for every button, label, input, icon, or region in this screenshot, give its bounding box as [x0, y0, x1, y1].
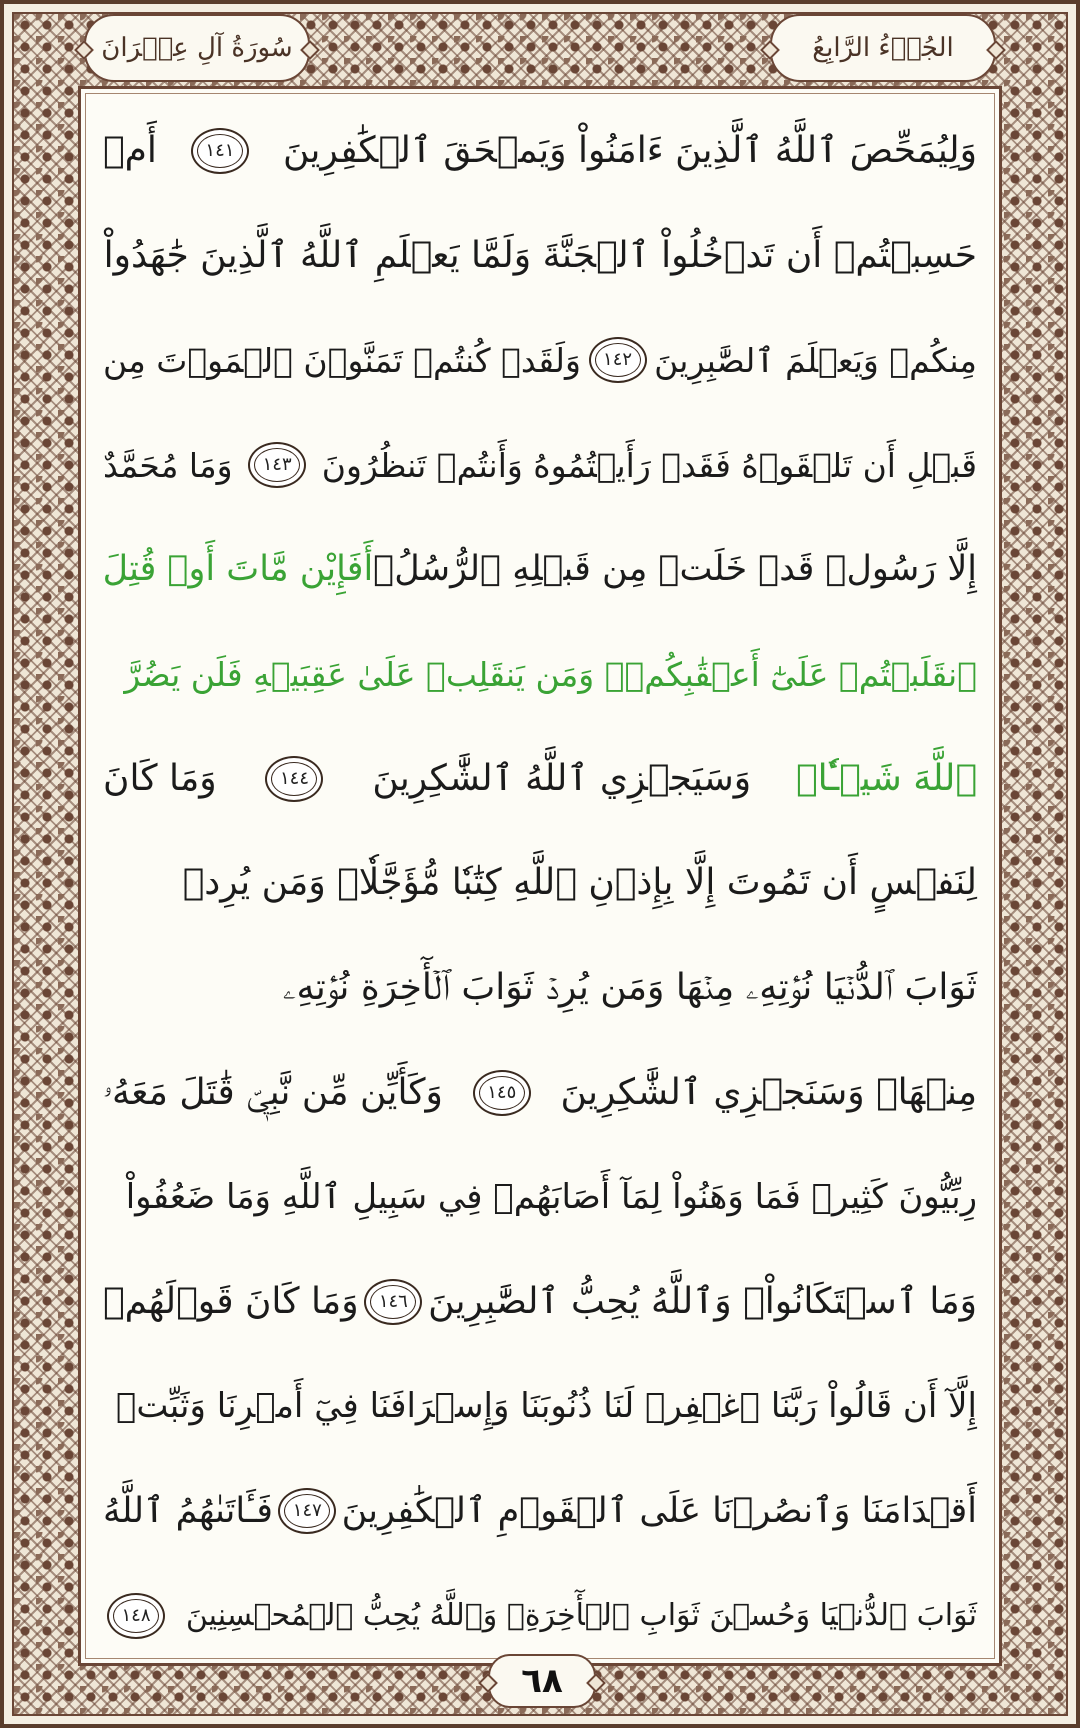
ayah-number-marker: [107, 1593, 165, 1639]
verse-text: ثَوَابَ ٱلدُّنۡيَا نُؤۡتِهِۦ مِنۡهَا وَمَن يُرِدۡ ثَوَابَ ٱلۡأٓخِرَةِ نُؤۡتِهِۦ: [282, 967, 977, 1009]
verse-text: وَمَا مُحَمَّدٌ: [103, 445, 233, 485]
verse-text: فَـَٔاتَىٰهُمُ ٱللَّهُ: [103, 1490, 274, 1531]
verse-line: [103, 204, 977, 309]
ayah-number: ١٤٧: [292, 1500, 322, 1522]
juz-name-label: الجُزۡءُ الرَّابِعُ: [812, 33, 954, 63]
verse-line: [103, 831, 977, 936]
ayah-number-marker: [191, 128, 249, 174]
verse-line: [103, 727, 977, 832]
verse-text: أَمۡ: [103, 130, 157, 172]
verse-line: [103, 308, 977, 413]
ayah-number: ١٤٤: [279, 767, 309, 789]
verse-text: وَلِيُمَحِّصَ ٱللَّهُ ٱلَّذِينَ ءَامَنُواْ وَيَمۡحَقَ ٱلۡكَٰفِرِينَ: [282, 130, 977, 172]
ayah-number-marker: [248, 442, 306, 488]
verse-text: وَكَأَيِّن مِّن نَّبِيّٖ قَٰتَلَ مَعَهُۥ: [103, 1071, 443, 1113]
ayah-number: ١٤٦: [378, 1290, 408, 1312]
verse-line: [103, 413, 977, 518]
verse-line: [103, 1250, 977, 1355]
verse-text: وَمَا ٱسۡتَكَانُواْۗ وَٱللَّهُ يُحِبُّ ٱلصَّٰبِرِينَ: [428, 1280, 977, 1322]
verse-text: وَسَيَجۡزِي ٱللَّهُ ٱلشَّٰكِرِينَ: [372, 757, 752, 799]
surah-name-label: سُورَةُ آلِ عِمۡرَانَ: [101, 33, 293, 63]
highlighted-verse-text: أَفَإِيْن مَّاتَ أَوۡ قُتِلَ: [102, 549, 374, 590]
ayah-number-marker: [278, 1488, 336, 1534]
verse-text: وَمَا كَانَ: [103, 757, 217, 799]
highlighted-verse-text: ٱنقَلَبۡتُمۡ عَلَىٰٓ أَعۡقَٰبِكُمۡۚ وَمَن يَنقَلِبۡ عَلَىٰ عَقِبَيۡهِ فَلَن يَضُرَّ: [124, 654, 977, 694]
verse-text: ثَوَابَ ٱلدُّنۡيَا وَحُسۡنَ ثَوَابِ ٱلۡأٓخِرَةِۗ وَٱللَّهُ يُحِبُّ ٱلۡمُحۡسِنِينَ: [185, 1597, 977, 1633]
verse-line: [103, 622, 977, 727]
ayah-number-marker: [265, 756, 323, 802]
ayah-number: ١٤٣: [262, 454, 292, 476]
verse-text: إِلَّا رَسُولٞ قَدۡ خَلَتۡ مِن قَبۡلِهِ ٱلرُّسُلُۚ: [373, 549, 977, 590]
verse-line: [103, 517, 977, 622]
ayah-number-marker: [473, 1070, 531, 1116]
ayah-number-marker: [589, 337, 647, 383]
page-number: ٦٨: [521, 1661, 563, 1701]
highlighted-verse-text: ٱللَّهَ شَيۡـٔٗاۗ: [796, 757, 977, 799]
verse-line: [103, 936, 977, 1041]
verse-line: [103, 1040, 977, 1145]
verse-text: مِنكُمۡ وَيَعۡلَمَ ٱلصَّٰبِرِينَ: [654, 340, 977, 380]
verse-text: وَمَا كَانَ قَوۡلَهُمۡ: [103, 1280, 359, 1322]
verse-text: رِبِّيُّونَ كَثِيرٞ فَمَا وَهَنُواْ لِمَآ أَصَابَهُمۡ فِي سَبِيلِ ٱللَّهِ وَمَا ضَعُفُواْ: [125, 1177, 977, 1218]
verse-line: [103, 1459, 977, 1564]
verse-text: حَسِبۡتُمۡ أَن تَدۡخُلُواْ ٱلۡجَنَّةَ وَلَمَّا يَعۡلَمِ ٱللَّهُ ٱلَّذِينَ جَٰهَدُواْ: [103, 234, 977, 276]
verse-text: أَقۡدَامَنَا وَٱنصُرۡنَا عَلَى ٱلۡقَوۡمِ ٱلۡكَٰفِرِينَ: [341, 1490, 977, 1531]
verse-line: [103, 99, 977, 204]
ayah-number: ١٤٢: [603, 349, 633, 371]
ayah-number: ١٤٨: [121, 1604, 151, 1626]
page-number-box: [488, 1654, 596, 1708]
verse-text: إِلَّآ أَن قَالُواْ رَبَّنَا ٱغۡفِرۡ لَنَا ذُنُوبَنَا وَإِسۡرَافَنَا فِيٓ أَمۡرِنَا وَثَبِّتۡ: [116, 1386, 977, 1427]
verse-text: وَلَقَدۡ كُنتُمۡ تَمَنَّوۡنَ ٱلۡمَوۡتَ مِن: [103, 340, 581, 380]
verse-line: [103, 1145, 977, 1250]
verse-line: [103, 1354, 977, 1459]
verse-text: مِنۡهَاۚ وَسَنَجۡزِي ٱلشَّٰكِرِينَ: [560, 1071, 977, 1113]
verse-lines: [103, 99, 977, 1668]
ayah-number: ١٤٥: [487, 1081, 517, 1103]
verse-text: قَبۡلِ أَن تَلۡقَوۡهُ فَقَدۡ رَأَيۡتُمُوهُ وَأَنتُمۡ تَنظُرُونَ: [321, 445, 977, 485]
juz-name-header: [770, 14, 996, 82]
surah-name-header: [84, 14, 310, 82]
verse-text: لِنَفۡسٍ أَن تَمُوتَ إِلَّا بِإِذۡنِ ٱللَّهِ كِتَٰبٗا مُّؤَجَّلٗاۗ وَمَن يُرِدۡ: [182, 862, 977, 904]
ayah-number: ١٤١: [205, 140, 235, 162]
verse-text-area: [78, 86, 1002, 1666]
ayah-number-marker: [364, 1279, 422, 1325]
verse-line: [103, 1563, 977, 1668]
